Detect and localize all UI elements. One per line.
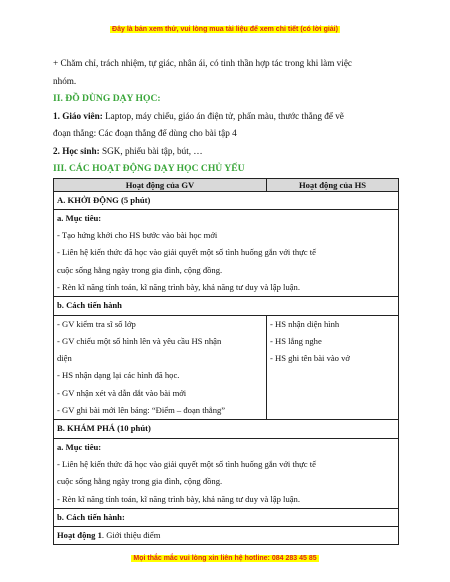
bottom-banner-text: Mọi thắc mắc vui lòng xin liên hệ hotline: 084 283 45 85 [133, 555, 317, 562]
header-hs: Hoạt động của HS [267, 178, 399, 191]
activity-line [54, 527, 399, 545]
document-content [53, 55, 398, 545]
goal-item: - Rèn kĩ năng tính toán, kĩ năng trình bày, khả năng tư duy và lập luận. [57, 281, 301, 292]
section-heading: II. ĐỒ DÙNG DẠY HỌC: [53, 93, 161, 104]
hs-item: - HS lắng nghe [270, 335, 322, 346]
table-row [54, 527, 399, 545]
goal-item: - Liên hệ kiến thức đã học vào giải quyết một số tình huống gắn với thực tế [57, 458, 316, 469]
table-row [54, 508, 399, 526]
section-heading: III. CÁC HOẠT ĐỘNG DẠY HỌC CHỦ YẾU [53, 163, 245, 174]
method-label: b. Cách tiến hành [54, 297, 399, 315]
student-line [53, 143, 398, 161]
gv-activities [54, 315, 267, 420]
gv-item: diện [57, 353, 72, 364]
teacher-line-2: đoạn thẳng: Các đoạn thẳng để dùng cho bài tập 4 [53, 128, 237, 138]
activity-label: Hoạt động 1 [57, 530, 102, 541]
table-row [54, 420, 399, 438]
bottom-banner [0, 555, 450, 562]
section-a-title: A. KHỞI ĐỘNG (5 phút) [54, 191, 399, 209]
method-label: b. Cách tiến hành: [54, 508, 399, 526]
teacher-label: 1. Giáo viên: [53, 110, 103, 121]
teacher-line [53, 108, 398, 126]
header-gv: Hoạt động của GV [54, 178, 267, 191]
table-row [54, 209, 399, 296]
gv-item: - GV chiếu một số hình lên và yêu cầu HS nhận [57, 335, 222, 346]
goal-item: cuộc sống hằng ngày trong gia đình, cộng đồng. [57, 264, 223, 275]
goal-item: - Liên hệ kiến thức đã học vào giải quyết một số tình huống gắn với thực tế [57, 247, 316, 258]
gv-item: - HS nhận dạng lại các hình đã học. [57, 370, 180, 381]
activities-table [53, 178, 399, 546]
intro-line: + Chăm chỉ, trách nhiệm, tự giác, nhân ái, có tinh thần hợp tác trong khi làm việc [53, 58, 352, 68]
table-row [54, 297, 399, 315]
section-a-goals [54, 209, 399, 296]
table-row [54, 315, 399, 420]
hs-item: - HS nhận diện hình [270, 318, 340, 329]
student-label: 2. Học sinh: [53, 145, 100, 156]
teacher-text: Laptop, máy chiếu, giáo án điện tử, phấn màu, thước thẳng để vẽ [102, 110, 344, 121]
table-row [54, 438, 399, 508]
section-b-goals [54, 438, 399, 508]
intro-line: nhóm. [53, 75, 77, 86]
table-header-row [54, 178, 399, 191]
activity-text: . Giới thiệu điểm [101, 530, 161, 541]
table-row [54, 191, 399, 209]
goal-item: cuộc sống hằng ngày trong gia đình, cộng đồng. [57, 476, 223, 487]
goal-label: a. Mục tiêu: [57, 441, 102, 452]
goal-label: a. Mục tiêu: [57, 212, 102, 223]
hs-item: - HS ghi tên bài vào vở [270, 353, 350, 364]
section-b-title: B. KHÁM PHÁ (10 phút) [54, 420, 399, 438]
gv-item: - GV ghi bài mới lên bảng: “Điểm – đoạn thẳng” [57, 405, 226, 416]
top-banner [0, 26, 450, 33]
student-text: SGK, phiếu bài tập, bút, … [99, 145, 203, 156]
goal-item: - Tạo hứng khởi cho HS bước vào bài học mới [57, 230, 218, 241]
goal-item: - Rèn kĩ năng tính toán, kĩ năng trình bày, khả năng tư duy và lập luận. [57, 493, 301, 504]
gv-item: - GV kiểm tra sĩ số lớp [57, 318, 136, 329]
top-banner-text: Đây là bản xem thử, vui lòng mua tài liệu để xem chi tiết (có lời giải) [112, 26, 338, 33]
gv-item: - GV nhận xét và dẫn dắt vào bài mới [57, 387, 187, 398]
hs-activities [267, 315, 399, 420]
